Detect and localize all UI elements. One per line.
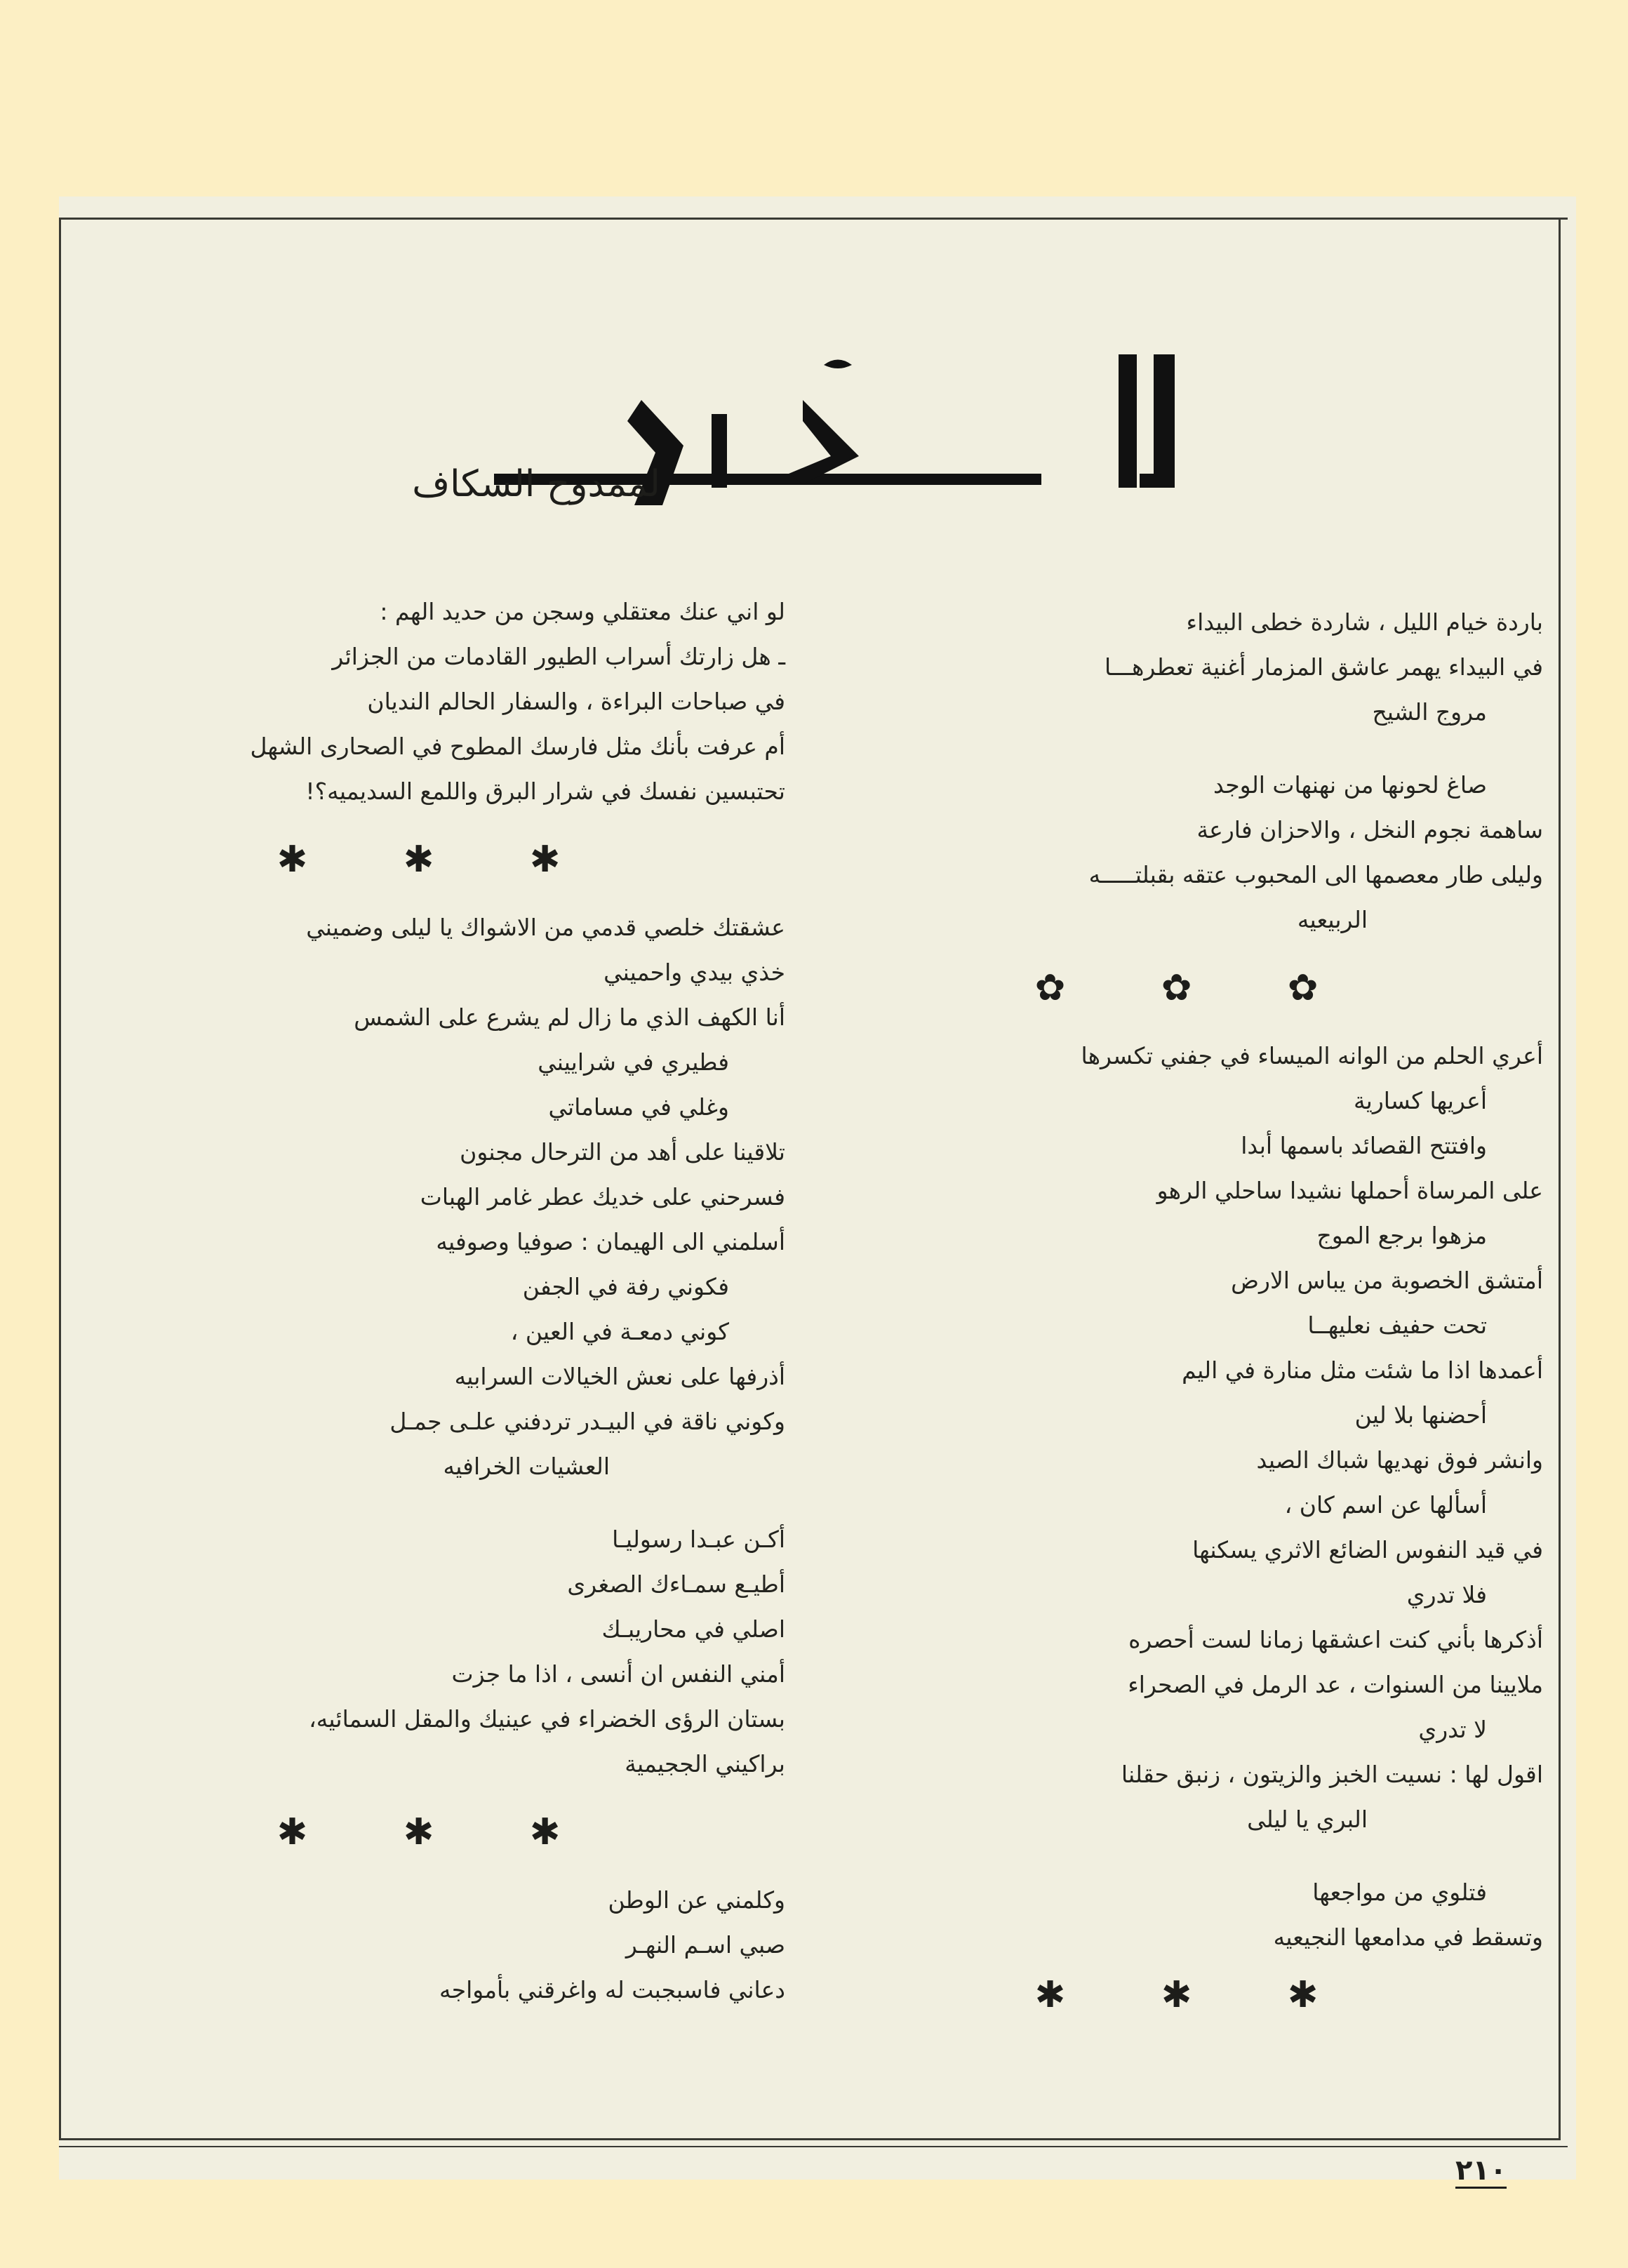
verse-line: أمتشق الخصوبة من يباس الارض (1231, 1267, 1543, 1294)
verse-line: أذكرها بأني كنت اعشقها زمانا لست أحصره (1128, 1626, 1543, 1653)
verse-line: تحتبسين نفسك في شرار البرق واللمع السديميه؟! (305, 778, 785, 805)
verse-line: أعريها كسارية (1353, 1087, 1487, 1114)
verse-line: فطيري في شراييني (538, 1048, 729, 1076)
verse-line: أمني النفس ان أنسى ، اذا ما جزت (451, 1660, 785, 1688)
verse-line: ساهمة نجوم النخل ، والاحزان فارعة (1196, 816, 1543, 843)
verse-line: وافتتح القصائد باسمها أبدا (1241, 1132, 1487, 1159)
verse-line: أحضنها بلا لين (1354, 1401, 1487, 1429)
verse-line: على المرساة أحملها نشيدا ساحلي الرهو (1156, 1177, 1543, 1204)
verse-line: تلاقينا على أهد من الترحال مجنون (460, 1138, 785, 1166)
verse-line: اقول لها : نسيت الخبز والزيتون ، زنبق حقلنا (1121, 1761, 1543, 1788)
verse-line: في البيداء يهمر عاشق المزمار أغنية تعطرهـــا (1104, 653, 1543, 681)
verse-line: أذرفها على نعش الخيالات السرابيه (454, 1363, 785, 1390)
page-number: ٢١٠ (1455, 2154, 1507, 2189)
frame-bottom-rule (59, 2146, 1568, 2147)
author-byline: لممدوح السكاف (412, 463, 660, 505)
verse-line: أسألها عن اسم كان ، (1284, 1491, 1487, 1519)
verse-line: دعاني فاسبجبت له واغرقني بأمواجه (439, 1976, 785, 2003)
right-column (852, 600, 1543, 2030)
verse-line: بستان الرؤى الخضراء في عينيك والمقل السمائيه، (309, 1705, 785, 1733)
verse-line: مروج الشيح (1372, 698, 1487, 726)
verse-line: فتلوي من مواجعها (1312, 1879, 1487, 1906)
verse-line: وتسقط في مدامعها النجيعيه (1273, 1923, 1543, 1951)
section-divider: ✿ ✿ ✿ (1034, 967, 1361, 1009)
verse-line: البري يا ليلى (1247, 1806, 1368, 1833)
verse-line: خذي بيدي واحميني (603, 959, 785, 986)
verse-line: وغلي في مساماتي (548, 1093, 729, 1121)
section-divider: ✱ ✱ ✱ (276, 1811, 603, 1853)
verse-line: ملايينا من السنوات ، عد الرمل في الصحراء (1128, 1671, 1543, 1698)
verse-line: أعري الحلم من الوانه الميساء في جفني تكسرها (1081, 1042, 1543, 1069)
verse-line: وكلمني عن الوطن (608, 1886, 785, 1914)
verse-line: وانشر فوق نهديها شباك الصيد (1256, 1446, 1543, 1474)
title-text: المدار (831, 415, 865, 432)
verse-line: أنا الكهف الذي ما زال لم يشرع على الشمس (354, 1003, 785, 1031)
verse-line: وليلى طار معصمها الى المحبوب عتقه بقبلتـــــه (1088, 861, 1543, 888)
verse-line: في قيد النفوس الضائع الاثري يسكنها (1192, 1536, 1543, 1563)
verse-line: براكيني الججيمية (625, 1750, 785, 1777)
verse-line: أطيـع سمـاءك الصغرى (567, 1570, 785, 1598)
verse-line: وكوني ناقة في البيـدر تردفني علـى جمـل (389, 1408, 785, 1435)
verse-line: لو اني عنك معتقلي وسجن من حديد الهم : (380, 598, 785, 625)
left-column (94, 589, 785, 2013)
verse-line: لا تدري (1418, 1716, 1487, 1743)
verse-line: صبي اسـم النهـر (625, 1931, 785, 1959)
verse-line: أكـن عبـدا رسوليـا (612, 1526, 785, 1553)
section-divider: ✱ ✱ ✱ (1034, 1974, 1361, 2016)
verse-line: صاغ لحونها من نهنهات الوجد (1213, 771, 1487, 799)
verse-line: أسلمني الى الهيمان : صوفيا وصوفيه (436, 1228, 785, 1255)
verse-line: أم عرفت بأنك مثل فارسك المطوح في الصحارى الشهل (250, 733, 785, 760)
verse-line: مزهوا برجع الموج (1316, 1222, 1487, 1249)
verse-line: الربيعيه (1297, 906, 1368, 933)
verse-line: تحت حفيف نعليهــا (1307, 1312, 1487, 1339)
magazine-page (59, 196, 1576, 2187)
verse-line: عشقتك خلصي قدمي من الاشواك يا ليلى وضميني (306, 914, 785, 941)
verse-line: ـ هل زارتك أسراب الطيور القادمات من الجزائر (332, 643, 785, 670)
verse-line: اصلي في محاريبـك (601, 1615, 785, 1643)
verse-line: باردة خيام الليل ، شاردة خطى البيداء (1186, 608, 1543, 636)
verse-line: فسرحني على خديك عطر غامر الهبات (420, 1183, 785, 1210)
verse-line: فلا تدري (1406, 1581, 1487, 1608)
verse-line: كوني دمعـة في العين ، (510, 1318, 729, 1345)
section-divider: ✱ ✱ ✱ (276, 839, 603, 881)
verse-line: العشيات الخرافيه (443, 1453, 610, 1480)
verse-line: أعمدها اذا ما شئت مثل منارة في اليم (1182, 1356, 1543, 1384)
verse-line: فكوني رفة في الجفن (522, 1273, 729, 1300)
verse-line: في صباحات البراءة ، والسفار الحالم النديان (367, 688, 785, 715)
